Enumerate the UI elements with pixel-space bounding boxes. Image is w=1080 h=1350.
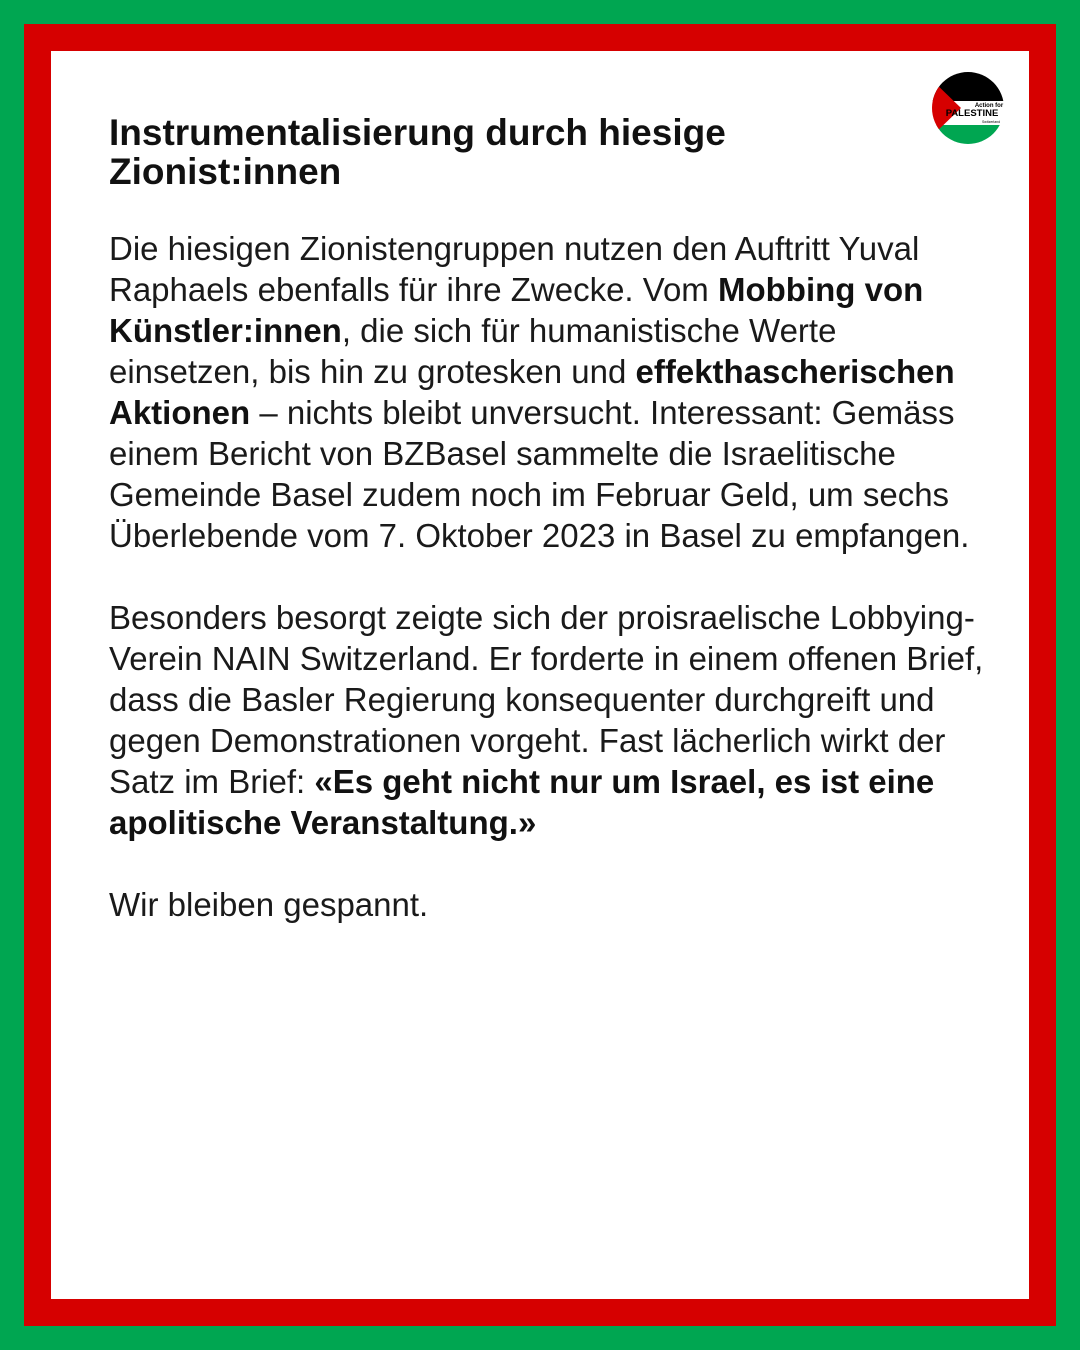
- paragraph-3: Wir bleiben gespannt.: [109, 886, 429, 923]
- page-title: Instrumentalisierung durch hiesige Zionist:innen: [109, 112, 726, 192]
- paragraph-1-text-a: Die hiesigen Zionistengruppen nutzen den Auftritt Yuval Raphaels ebenfalls für ihre Zwecke. Vom: [109, 230, 920, 308]
- paragraph-2-bold-quote: «Es geht nicht nur um Israel, es ist eine apolitische Veranstaltung.»: [109, 763, 935, 841]
- paragraph-2-text-a: Besonders besorgt zeigte sich der proisraelische Lobbying-Verein NAIN Switzerland. Er forderte in einem offenen Brief, dass die Basler Regierung konsequenter durchgreift und gegen Demonstrationen vorgeht. Fast lächerlich wirkt der Satz im Brief:: [109, 599, 984, 800]
- paragraph-1-bold-b: effekthascherischen Aktionen: [109, 353, 955, 431]
- content-panel: [51, 51, 1029, 1299]
- logo-text-line2: PALESTINE: [945, 108, 999, 119]
- logo-text-line3: Switzerland: [981, 120, 1001, 124]
- paragraph-1-text-c: – nichts bleibt unversucht. Interessant: Gemäss einem Bericht von BZBasel sammelte die Israelitische Gemeinde Basel zudem noch im Februar Geld, um sechs Überlebende vom 7. Oktober 2023 in Basel zu empfangen.: [109, 394, 970, 554]
- action-for-palestine-logo: [931, 71, 1005, 145]
- paragraph-1-bold-a: Mobbing von Künstler:innen: [109, 271, 924, 349]
- article-body: [109, 228, 989, 966]
- paragraph-1-text-b: , die sich für humanistische Werte einsetzen, bis hin zu grotesken und: [109, 312, 837, 390]
- paragraph-1: [109, 228, 989, 556]
- paragraph-2: [109, 597, 989, 843]
- logo-text-line1: Action for: [974, 103, 1004, 109]
